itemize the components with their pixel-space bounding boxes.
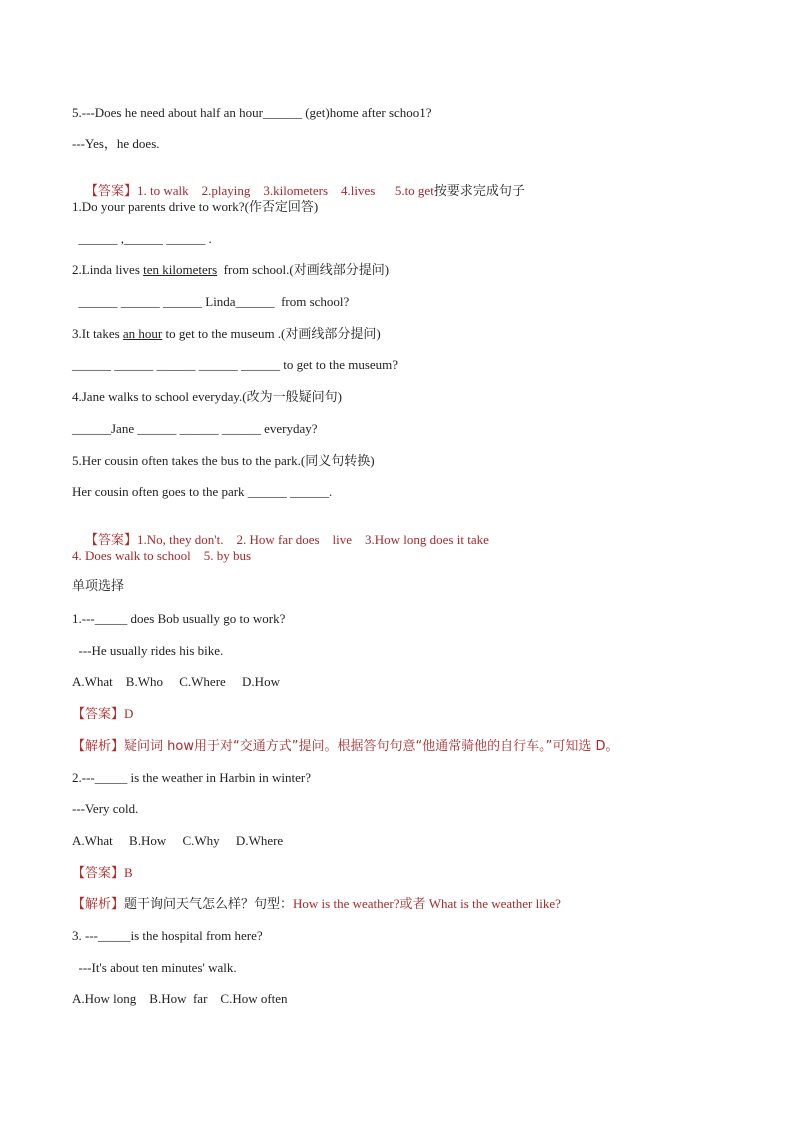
answer-text: 1. to walk 2.playing 3.kilometers 4.lives 5.to get <box>137 183 434 198</box>
answer-tag: 【答案】 <box>85 533 138 548</box>
mc-q2-analysis: 【解析】题干询问天气怎么样？句型：How is the weather?或者 What is the weather like? <box>72 896 561 912</box>
section-title: 单项选择 <box>72 579 125 594</box>
answer-text: 1.No, they don't. 2. How far does live 3.How long does it take <box>137 532 489 547</box>
answer-tag: 【答案】 <box>85 184 138 199</box>
answer-trailing: 按要求完成句子 <box>433 184 525 199</box>
underlined-phrase: an hour <box>122 326 163 341</box>
q5-question: 5.---Does he need about half an hour______ (get)home after schoo1? <box>72 105 432 120</box>
mc-q2: 2.---_____ is the weather in Harbin in winter? <box>72 770 311 785</box>
mc-q1-options: A.What B.Who C.Where D.How <box>72 674 280 689</box>
transform-q5: 5.Her cousin often takes the bus to the park.(同义句转换) <box>72 453 375 468</box>
mc-q3: 3. ---_____is the hospital from here? <box>72 928 263 943</box>
mc-q1-answer: 【答案】D <box>72 706 134 722</box>
transform-q3: 3.It takes an hour to get to the museum .(对画线部分提问) <box>72 326 381 341</box>
q5-reply: ---Yes，he does. <box>72 136 160 151</box>
mc-q3-options: A.How long B.How far C.How often <box>72 991 288 1006</box>
transform-q4: 4.Jane walks to school everyday.(改为一般疑问句) <box>72 389 342 404</box>
transform-q3-blank: ______ ______ ______ ______ ______ to get to the museum? <box>72 357 399 372</box>
mc-q2-reply: ---Very cold. <box>72 801 139 816</box>
underlined-phrase: ten kilometers <box>143 262 218 277</box>
transform-q2-blank: ______ ______ ______ Linda______ from school? <box>78 294 350 309</box>
mc-q1-reply: ---He usually rides his bike. <box>72 643 224 658</box>
transform-q1-blank: ______ ,______ ______ . <box>78 231 212 246</box>
mc-q2-answer: 【答案】B <box>72 865 133 881</box>
mc-q2-options: A.What B.How C.Why D.Where <box>72 833 284 848</box>
answer-line-2b: 4. Does walk to school 5. by bus <box>72 548 252 563</box>
mc-q3-reply: ---It's about ten minutes' walk. <box>72 960 237 975</box>
transform-q4-blank: ______Jane ______ ______ ______ everyday? <box>72 421 318 436</box>
transform-q1: 1.Do your parents drive to work?(作否定回答) <box>72 199 319 214</box>
transform-q2: 2.Linda lives ten kilometers from school.(对画线部分提问) <box>72 262 390 277</box>
mc-q1-analysis: 【解析】疑问词 how用于对“交通方式”提问。根据答句句意“他通常骑他的自行车。”可知选 D。 <box>72 739 619 754</box>
mc-q1: 1.---_____ does Bob usually go to work? <box>72 611 286 626</box>
transform-q5-blank: Her cousin often goes to the park ______ ______. <box>72 484 333 499</box>
